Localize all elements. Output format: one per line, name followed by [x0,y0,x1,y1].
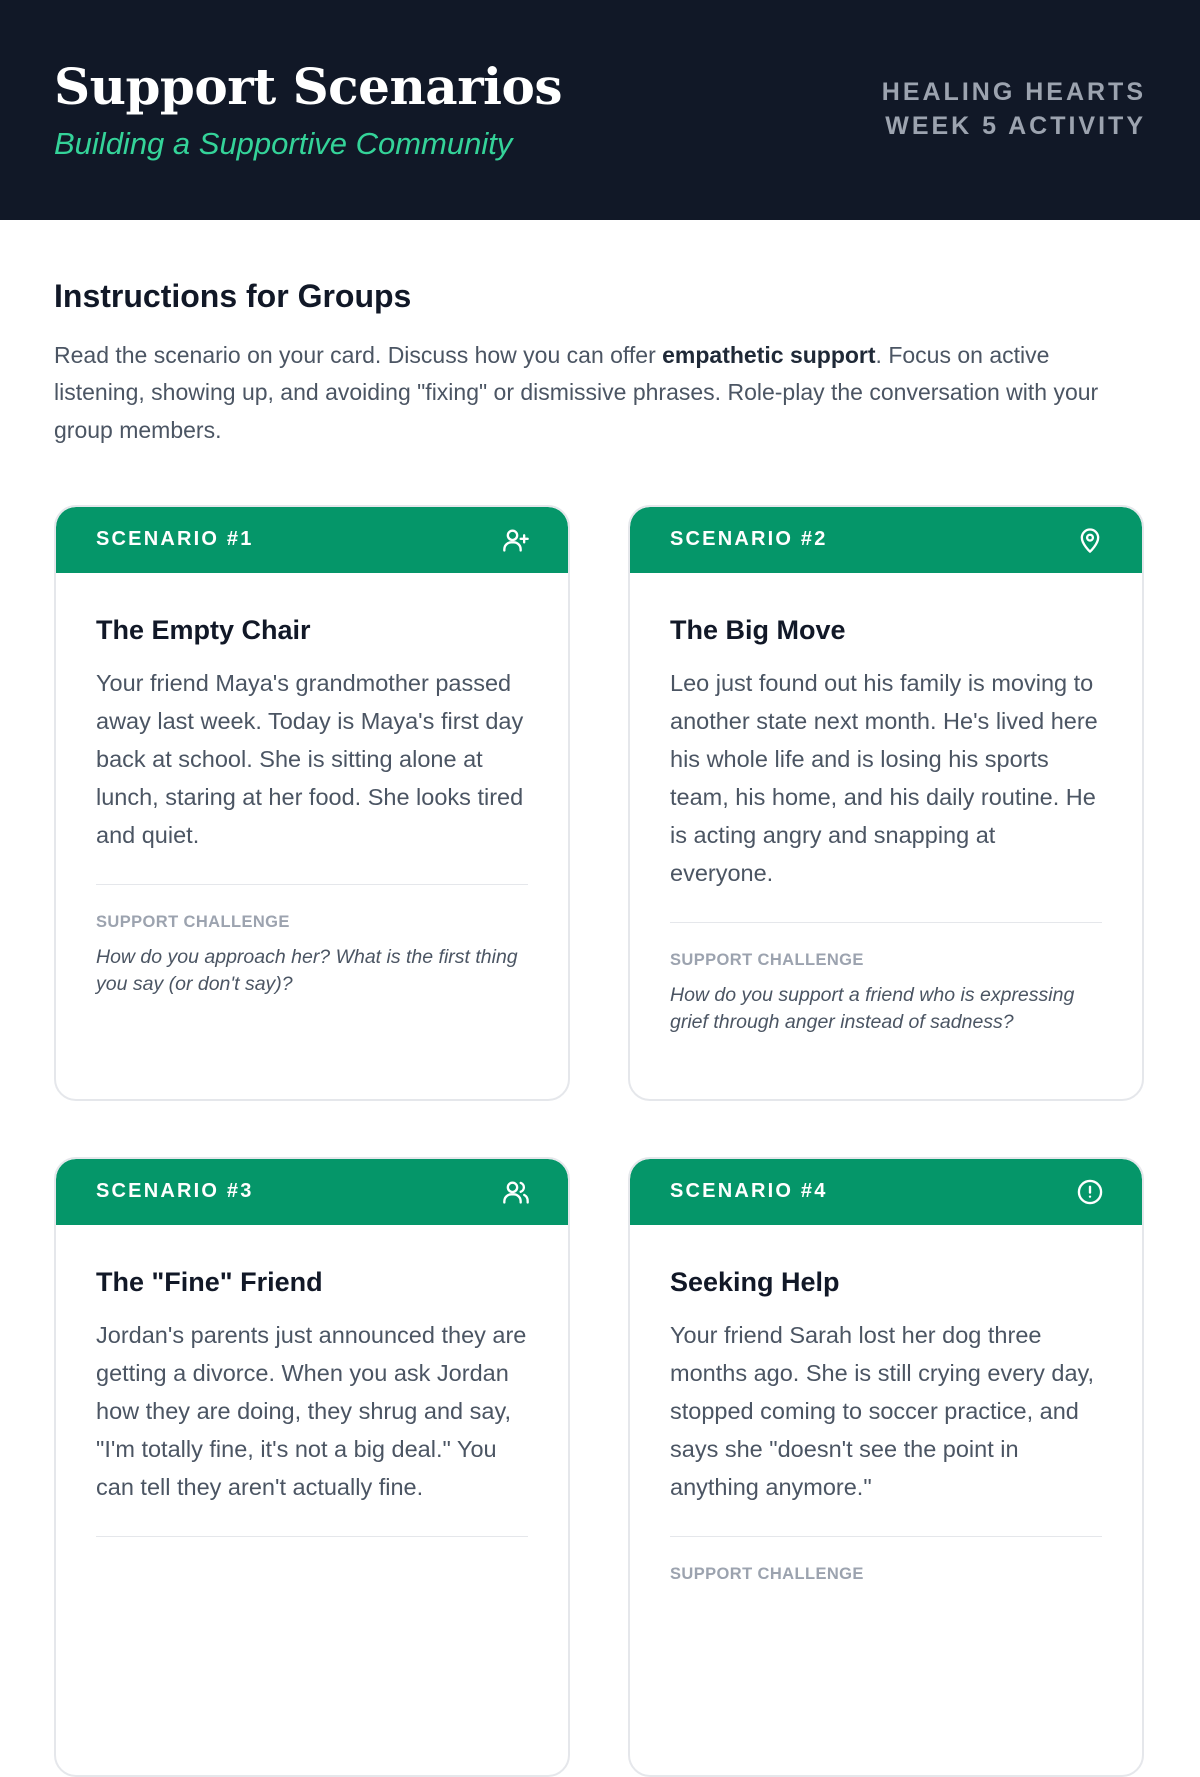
scenario-text: Leo just found out his family is moving to another state next month. He's lived here his whole life and is losing his sports team, his home, and his daily routine. He is acting angry and snapping at everyone. [670,669,1098,887]
scenario-label: SCENARIO #4 [670,1180,828,1203]
support-challenge-label: SUPPORT CHALLENGE [670,951,864,970]
user-plus-icon [502,526,530,554]
map-pin-icon [1076,526,1104,554]
program-name: HEALING HEARTS [881,78,1146,107]
scenario-card-2 [628,505,1144,1101]
scenario-title: The Big Move [670,614,846,645]
scenario-label: SCENARIO #1 [96,528,254,551]
scenario-card-header [56,1159,568,1225]
scenario-card-body [630,573,1142,1036]
scenario-card-header [56,507,568,573]
alert-circle-icon [1076,1178,1104,1206]
instructions-text-part: Read the scenario on your card. Discuss how you can offer [54,342,663,368]
support-challenge-label: SUPPORT CHALLENGE [670,1565,864,1584]
activity-week: WEEK 5 ACTIVITY [885,112,1146,140]
scenario-card-3 [54,1157,570,1777]
instructions-text [54,337,1146,449]
instructions-text-part: . Focus on active listening, showing up, and avoiding "fixing" or dismissive phrases. Role-play the conversation with your group members. [54,342,1099,443]
support-challenge-label: SUPPORT CHALLENGE [96,913,290,932]
scenario-title: The Empty Chair [96,614,311,645]
support-challenge-text: How do you approach her? What is the first thing you say (or don't say)? [96,946,518,995]
page-header [0,0,1200,220]
page-title: Support Scenarios [54,56,563,116]
page-subtitle: Building a Supportive Community [54,125,513,161]
support-challenge-text: How do you support a friend who is expressing grief through anger instead of sadness? [670,984,1075,1034]
scenario-card-1 [54,505,570,1101]
header-titles [54,56,563,162]
scenario-title: Seeking Help [670,1266,840,1297]
divider [670,1536,1102,1537]
scenario-text: Your friend Sarah lost her dog three months ago. She is still crying every day, stopped coming to soccer practice, and says she "doesn't see the point in anything anymore." [670,1321,1095,1500]
scenario-card-body [56,1225,568,1537]
scenario-label: SCENARIO #3 [96,1180,254,1203]
main-content [0,220,1200,1777]
scenario-card-header [630,507,1142,573]
scenario-title: The "Fine" Friend [96,1266,323,1297]
scenario-text: Your friend Maya's grandmother passed away last week. Today is Maya's first day back at school. She is sitting alone at lunch, staring at her food. She looks tired and quiet. [96,669,524,848]
scenario-card-body [630,1225,1142,1584]
scenario-grid [54,505,1146,1777]
header-meta [882,76,1146,144]
scenario-text: Jordan's parents just announced they are getting a divorce. When you ask Jordan how they are doing, they shrug and say, "I'm totally fine, it's not a big deal." You can tell they aren't actually fine. [96,1321,527,1500]
instructions-emphasis: empathetic support [662,342,876,368]
scenario-card-body [56,573,568,998]
scenario-card-header [630,1159,1142,1225]
users-icon [502,1178,530,1206]
divider [96,1536,528,1537]
divider [670,922,1102,923]
scenario-card-4 [628,1157,1144,1777]
instructions-title: Instructions for Groups [54,278,412,314]
scenario-label: SCENARIO #2 [670,528,828,551]
divider [96,884,528,885]
